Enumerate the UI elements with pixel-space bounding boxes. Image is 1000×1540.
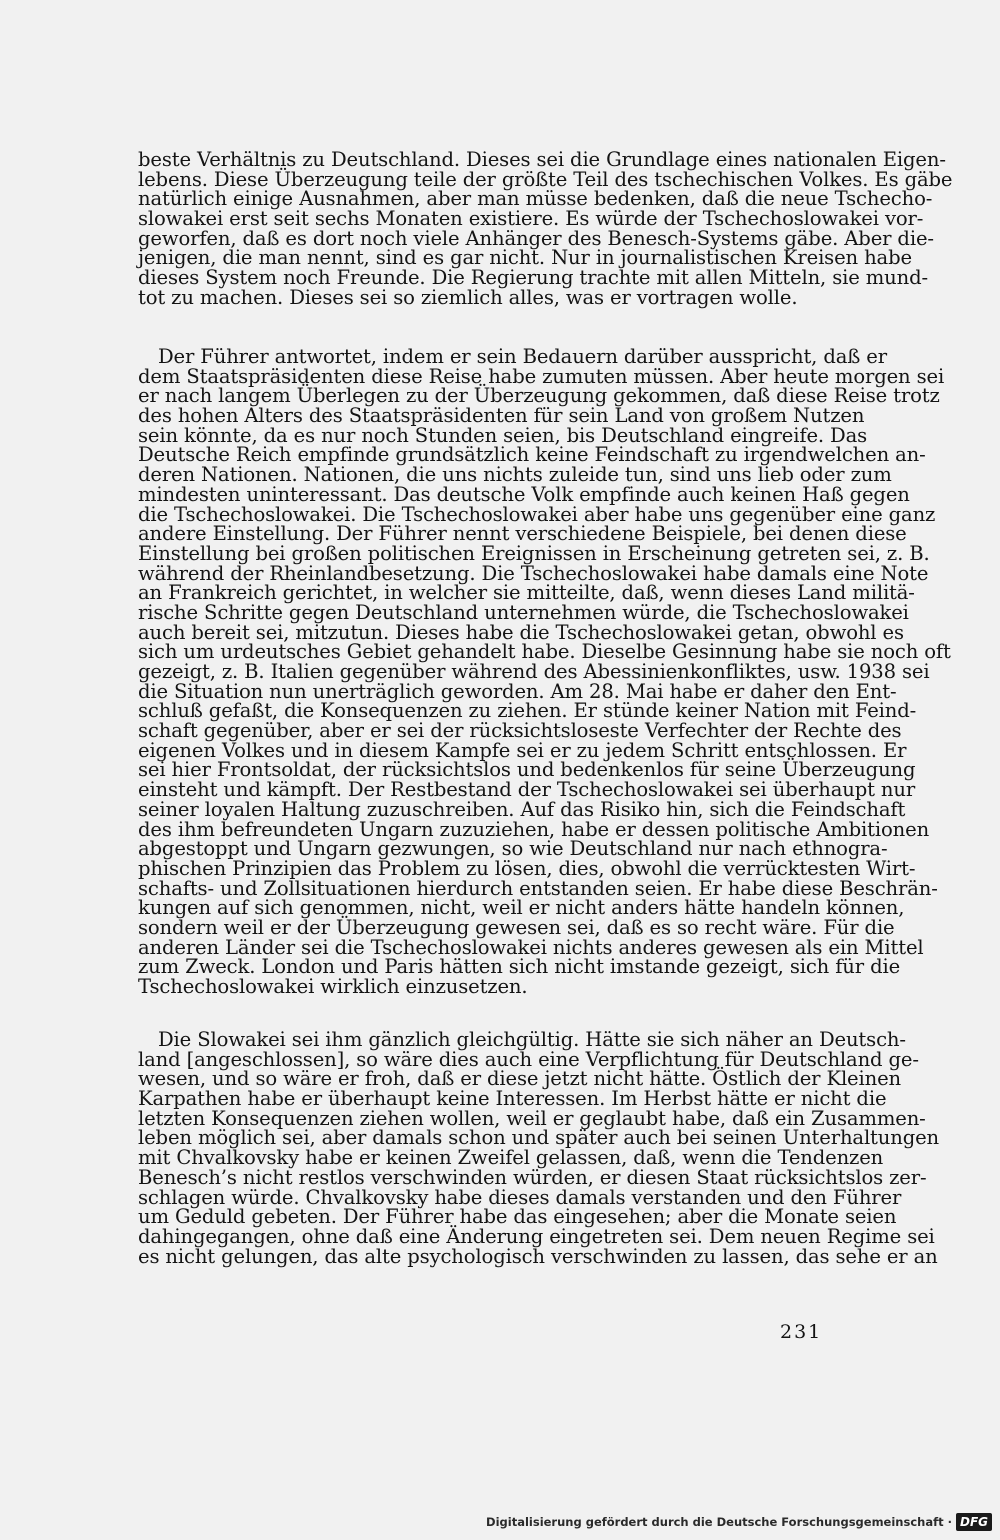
text-line: Der Führer antwortet, indem er sein Bedauern darüber ausspricht, daß er	[158, 345, 887, 368]
text-line: zum Zweck. London und Paris hätten sich nicht imstande gezeigt, sich für die	[138, 955, 901, 979]
text-line: letzten Konsequenzen ziehen wollen, weil er geglaubt habe, daß ein Zusammen-	[138, 1106, 926, 1130]
text-line: schlagen würde. Chvalkovsky habe dieses damals verstanden und den Führer	[138, 1185, 902, 1209]
text-line: dieses System noch Freunde. Die Regierung trachte mit allen Mitteln, sie mund-	[138, 266, 928, 290]
text-line: beste Verhältnis zu Deutschland. Dieses sei die Grundlage eines nationalen Eigen-	[138, 148, 946, 171]
text-line: schluß gefaßt, die Konsequenzen zu ziehen. Er stünde keiner Nation mit Feind-	[138, 699, 917, 723]
text-line: abgestoppt und Ungarn gezwungen, so wie Deutschland nur nach ethnogra-	[138, 837, 888, 861]
text-line: auch bereit sei, mitzutun. Dieses habe die Tschechoslowakei getan, obwohl es	[138, 620, 904, 644]
text-line: andere Einstellung. Der Führer nennt verschiedene Beispiele, bei denen diese	[138, 522, 907, 546]
text-line: schafts- und Zollsituationen hierdurch entstanden seien. Er habe diese Beschrän-	[138, 876, 938, 900]
text-line: deren Nationen. Nationen, die uns nichts zuleide tun, sind uns lieb oder zum	[138, 463, 892, 487]
footer-text: Digitalisierung gefördert durch die Deutsche Forschungsgemeinschaft ·	[486, 1515, 952, 1529]
text-line: geworfen, daß es dort noch viele Anhänger des Benesch-Systems gäbe. Aber die-	[138, 226, 934, 250]
text-line: des ihm befreundeten Ungarn zuzuziehen, habe er dessen politische Ambitionen	[138, 817, 930, 841]
text-line: schaft gegenüber, aber er sei der rücksichtsloseste Verfechter der Rechte des	[138, 719, 902, 743]
text-line: jenigen, die man nennt, sind es gar nicht. Nur in journalistischen Kreisen habe	[138, 246, 912, 270]
dfg-logo-icon: DFG	[956, 1513, 992, 1531]
text-line: leben möglich sei, aber damals schon und später auch bei seinen Unterhaltungen	[138, 1126, 940, 1150]
text-line: phischen Prinzipien das Problem zu lösen, dies, obwohl die verrücktesten Wirt-	[138, 856, 916, 880]
text-line: dem Staatspräsidenten diese Reise habe zumuten müssen. Aber heute morgen sei	[138, 364, 945, 388]
page-number: 231	[780, 1321, 823, 1343]
text-line: während der Rheinlandbesetzung. Die Tschechoslowakei habe damals eine Note	[138, 561, 929, 585]
text-line: lebens. Diese Überzeugung teile der größte Teil des tschechischen Volkes. Es gäbe	[138, 167, 953, 191]
text-line: gezeigt, z. B. Italien gegenüber während des Abessinienkonfliktes, usw. 1938 sei	[138, 660, 930, 683]
text-line: mindesten uninteressant. Das deutsche Volk empfinde auch keinen Haß gegen	[138, 482, 910, 506]
text-line: die Tschechoslowakei. Die Tschechoslowakei aber habe uns gegenüber eine ganz	[138, 502, 936, 526]
text-line: Die Slowakei sei ihm gänzlich gleichgültig. Hätte sie sich näher an Deutsch-	[158, 1028, 906, 1051]
text-line: es nicht gelungen, das alte psychologisch verschwinden zu lassen, das sehe er an	[138, 1244, 938, 1268]
text-line: sondern weil er der Überzeugung gewesen sei, daß es so recht wäre. Für die	[138, 915, 895, 939]
text-line: sich um urdeutsches Gebiet gehandelt habe. Dieselbe Gesinnung habe sie noch oft	[138, 640, 951, 664]
text-line: sein könnte, da es nur noch Stunden seien, bis Deutschland eingreife. Das	[138, 423, 868, 447]
text-line: des hohen Alters des Staatspräsidenten für sein Land von großem Nutzen	[138, 404, 865, 428]
text-line: die Situation nun unerträglich geworden. Am 28. Mai habe er daher den Ent-	[138, 679, 897, 703]
text-line: anderen Länder sei die Tschechoslowakei nichts anderes gewesen als ein Mittel	[138, 935, 924, 959]
text-line: dahingegangen, ohne daß eine Änderung eingetreten sei. Dem neuen Regime sei	[138, 1224, 935, 1248]
text-line: land [angeschlossen], so wäre dies auch eine Verpflichtung für Deutschland ge-	[138, 1047, 919, 1071]
text-line: Einstellung bei großen politischen Ereignissen in Erscheinung getreten sei, z. B.	[138, 541, 930, 565]
text-line: tot zu machen. Dieses sei so ziemlich alles, was er vortragen wolle.	[138, 285, 798, 309]
text-line: rische Schritte gegen Deutschland unternehmen würde, die Tschechoslowakei	[138, 600, 909, 624]
digitization-footer	[486, 1510, 992, 1534]
text-line: mit Chvalkovsky habe er keinen Zweifel gelassen, daß, wenn die Tendenzen	[138, 1146, 884, 1170]
paragraph-3	[138, 1028, 940, 1268]
text-line: wesen, und so wäre er froh, daß er diese jetzt nicht hätte. Östlich der Kleinen	[138, 1067, 902, 1091]
paragraph-2	[138, 345, 951, 998]
text-line: kungen auf sich genommen, nicht, weil er nicht anders hätte handeln können,	[138, 896, 905, 920]
text-line: er nach langem Überlegen zu der Überzeugung gekommen, daß diese Reise trotz	[138, 384, 940, 408]
text-line: sei hier Frontsoldat, der rücksichtslos und bedenkenlos für seine Überzeugung	[138, 758, 916, 782]
text-line: Benesch’s nicht restlos verschwinden würden, er diesen Staat rücksichtslos zer-	[138, 1165, 927, 1189]
paragraph-1	[138, 148, 953, 309]
text-line: slowakei erst seit sechs Monaten existiere. Es würde der Tschechoslowakei vor-	[138, 207, 924, 231]
text-line: Karpathen habe er überhaupt keine Interessen. Im Herbst hätte er nicht die	[138, 1087, 887, 1111]
text-line: Tschechoslowakei wirklich einzusetzen.	[138, 975, 528, 998]
text-line: eigenen Volkes und in diesem Kampfe sei er zu jedem Schritt entschlossen. Er	[138, 738, 907, 762]
text-line: an Frankreich gerichtet, in welcher sie mitteilte, daß, wenn dieses Land militä-	[138, 581, 915, 605]
text-line: natürlich einige Ausnahmen, aber man müsse bedenken, daß die neue Tschecho-	[138, 187, 933, 211]
text-line: einsteht und kämpft. Der Restbestand der Tschechoslowakei sei überhaupt nur	[138, 778, 916, 802]
text-line: um Geduld gebeten. Der Führer habe das eingesehen; aber die Monate seien	[138, 1205, 897, 1229]
text-line: Deutsche Reich empfinde grundsätzlich keine Feindschaft zu irgendwelchen an-	[138, 443, 926, 467]
text-line: seiner loyalen Haltung zuzuschreiben. Auf das Risiko hin, sich die Feindschaft	[138, 797, 906, 821]
